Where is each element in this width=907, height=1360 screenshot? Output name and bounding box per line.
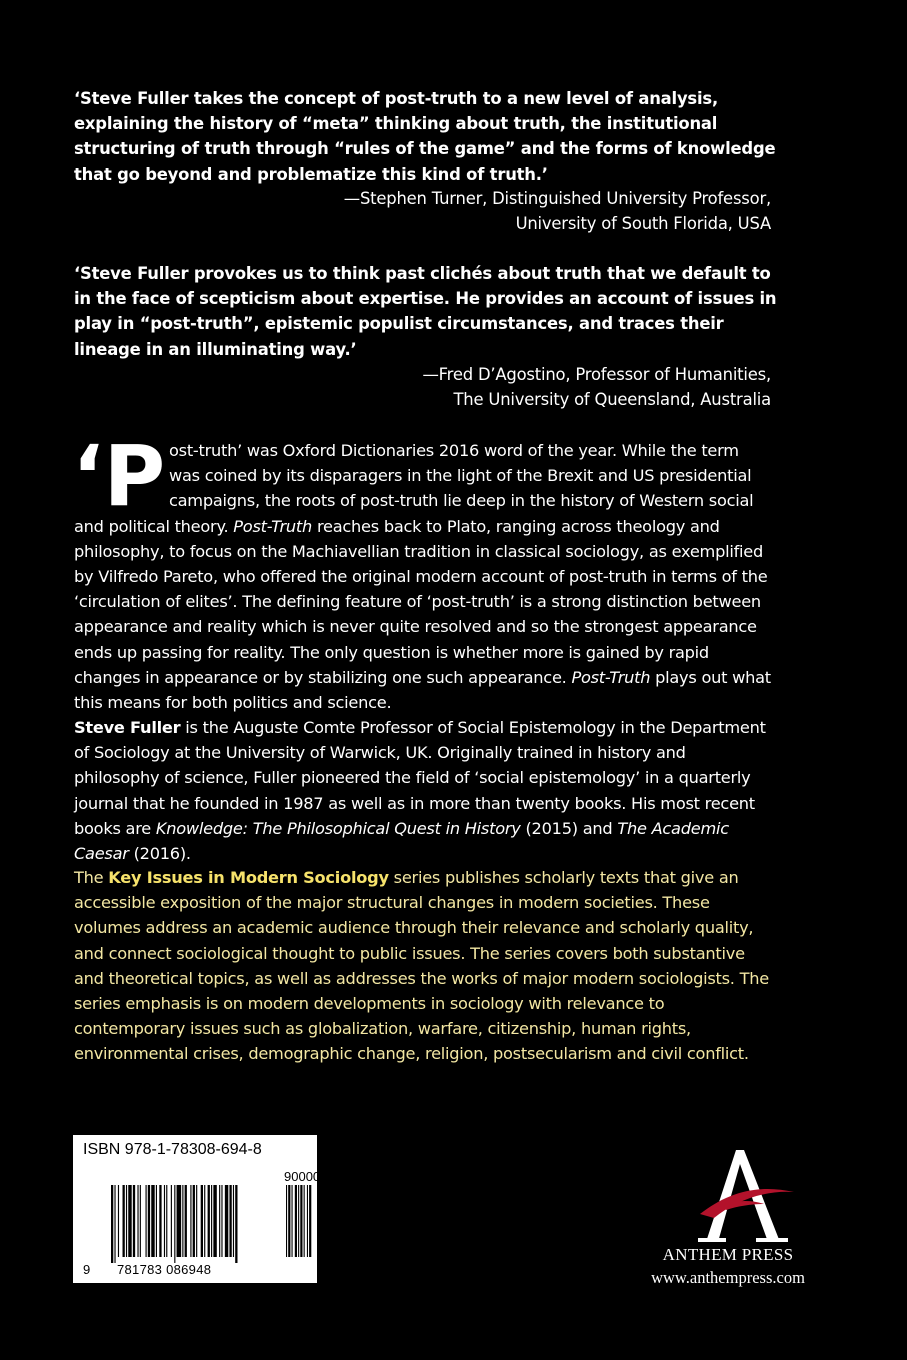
description-text: reaches back to Plato, ranging across theology and philosophy, to focus on the Machiavellian tradition in classical sociology, as exemplified by Vilfredo Pareto, who offered the original modern account of post-truth in terms of the ‘circulation of elites’. The defining feature of ‘post-truth’ is a strong distinction between appearance and reality which is never quite resolved and so the strongest appearance ends up passing for reality. The only question is whether more is gained by rapid changes in appearance or by stabilizing one such appearance. bbox=[74, 516, 768, 687]
book-title-italic: The Academic Caesar bbox=[74, 818, 729, 864]
isbn-label: ISBN 978-1-78308-694-8 bbox=[83, 1141, 262, 1158]
ean-lead-digit: 9 bbox=[83, 1262, 91, 1277]
series-name: Key Issues in Modern Sociology bbox=[108, 868, 389, 887]
series-lead: The bbox=[74, 868, 109, 887]
author-name: Steve Fuller bbox=[74, 718, 181, 737]
price-addon-code: 90000 bbox=[284, 1169, 321, 1184]
review-quote-1: ‘Steve Fuller takes the concept of post-truth to a new level of analysis, explaining the history of “meta” thinking about truth, the institutional structuring of truth through “rules of the game” and the forms of knowledge that go beyond and problematize this kind of truth.’ bbox=[74, 89, 776, 184]
attribution-name: —Stephen Turner, Distinguished University Professor, bbox=[343, 189, 771, 208]
bio-text: (2015) and bbox=[520, 818, 618, 838]
publisher-name: ANTHEM PRESS bbox=[662, 1245, 794, 1264]
isbn-barcode bbox=[73, 1135, 321, 1283]
book-title-italic: Post-Truth bbox=[233, 516, 313, 536]
review-attribution-2 bbox=[422, 362, 771, 412]
drop-cap: ‘P bbox=[72, 427, 165, 525]
attribution-affiliation: The University of Queensland, Australia bbox=[453, 390, 771, 410]
attribution-affiliation: University of South Florida, USA bbox=[515, 214, 771, 234]
review-attribution-1 bbox=[344, 186, 771, 236]
description-text: plays out what this means for both politics and science. bbox=[74, 667, 771, 713]
bio-text: (2016). bbox=[128, 844, 191, 864]
publisher-url[interactable]: www.anthempress.com bbox=[651, 1268, 805, 1287]
description-text: ost-truth’ was Oxford Dictionaries 2016 word of the year. While the term was coined by its disparagers in the light of the Brexit and US presidential campaigns, the roots of post-truth lie deep in the history of Western social and political theory. bbox=[74, 441, 754, 536]
addon-barcode-bars bbox=[286, 1185, 312, 1257]
review-quote-2: ‘Steve Fuller provokes us to think past clichés about truth that we default to in the face of scepticism about expertise. He provides an account of issues in play in “post-truth”, epistemic populist circumstances, and traces their lineage in an illuminating way.’ bbox=[74, 264, 777, 359]
author-bio bbox=[74, 715, 772, 866]
book-title-italic: Knowledge: The Philosophical Quest in History bbox=[155, 818, 521, 838]
book-title-italic: Post-Truth bbox=[571, 667, 651, 687]
book-description bbox=[72, 427, 772, 715]
series-description bbox=[74, 865, 772, 1067]
ean-digits: 781783 086948 bbox=[117, 1262, 212, 1277]
attribution-name: —Fred D’Agostino, Professor of Humanities, bbox=[422, 365, 771, 384]
series-text: series publishes scholarly texts that give an accessible exposition of the major structural changes in modern societies. These volumes address an academic audience through their relevance and scholarly quality, and connect sociological thought to public issues. The series covers both substantive and theoretical topics, as well as addresses the works of major modern sociologists. The series emphasis is on modern developments in sociology with relevance to contemporary issues such as globalization, warfare, citizenship, human rights, environmental crises, demographic change, religion, postsecularism and civil conflict. bbox=[74, 868, 769, 1064]
ean-barcode-bars bbox=[111, 1185, 277, 1263]
bio-text: is the Auguste Comte Professor of Social Epistemology in the Department of Sociology at the University of Warwick, UK. Originally trained in history and philosophy of science, Fuller pioneered the field of ‘social epistemology’ in a quarterly journal that he founded in 1987 as well as in more than twenty books. His most recent books are bbox=[74, 718, 766, 838]
